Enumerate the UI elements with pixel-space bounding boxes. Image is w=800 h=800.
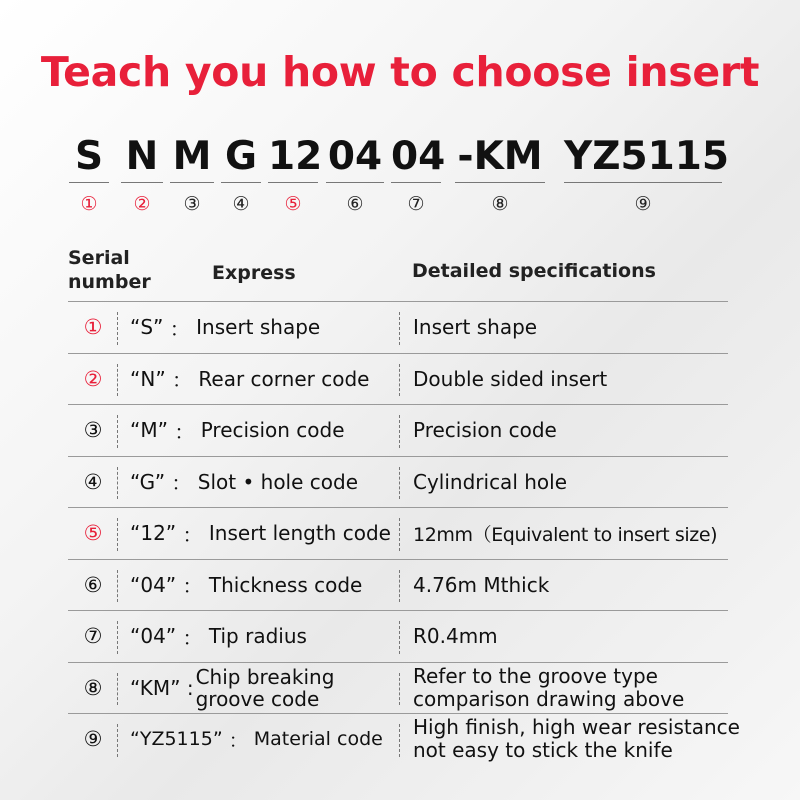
express-cell: “S” ： Insert shape [130,315,321,341]
header-express: Express [212,262,296,284]
detail-cell: R0.4mm [413,624,498,649]
code-part-tip-radius: 04 ⑦ [391,134,446,215]
code-part-precision: M ③ [170,134,214,216]
serial-number: ⑨ [83,727,103,752]
detail-cell: Cylindrical hole [413,469,568,494]
table-row [68,611,728,663]
code-part-chip-breaker: -KM ⑧ [455,134,545,216]
table-row [68,508,728,560]
header-serial-number: Serial number [68,247,151,293]
serial-number: ④ [83,469,103,494]
serial-number: ① [83,315,103,340]
serial-number: ② [83,366,103,391]
detail-cell: 4.76m Mthick [413,572,550,597]
detail-cell: High finish, high wear resistance not easy to stick the knife [413,715,740,763]
serial-number: ⑤ [83,521,103,546]
code-number: ⑧ [491,193,509,215]
code-part-material: YZ5115 ⑨ [564,134,730,215]
code-number: ④ [232,193,250,215]
table-row [68,714,740,765]
express-cell: “YZ5115” ： Material code [130,728,383,752]
spec-table [68,243,740,765]
table-row [68,405,728,457]
express-cell: “M” ： Precision code [130,418,345,444]
code-part-length: 12 ⑤ [268,134,323,215]
express-cell: “KM” : Chip breaking groove code [130,664,335,711]
code-part-thickness: 04 ⑥ [327,134,383,215]
table-row [68,663,728,715]
code-number: ① [80,193,98,215]
table-row [68,302,728,354]
express-cell: “04” ： Tip radius [130,624,307,650]
express-cell: “04” ： Thickness code [130,572,363,599]
code-number: ② [133,193,151,215]
express-cell: “N” ： Rear corner code [130,366,370,393]
serial-number: ⑦ [83,624,103,649]
detail-cell: Double sided insert [413,366,608,391]
header-detail: Detailed specifications [412,260,656,282]
table-row [68,560,728,612]
code-number: ⑥ [346,193,364,215]
table-header [68,243,728,302]
detail-cell: Insert shape [413,315,538,340]
express-cell: “12” ： Insert length code [130,521,391,547]
page-title: Teach you how to choose insert [40,48,760,96]
table-row [68,354,728,406]
insert-code-row [0,134,800,229]
code-number: ⑤ [284,193,302,215]
serial-number: ⑧ [83,675,103,700]
table-row [68,457,728,509]
code-number: ⑨ [634,193,652,215]
serial-number: ③ [83,418,103,443]
express-cell: “G” ： Slot • hole code [130,469,359,496]
code-number: ⑦ [407,193,425,215]
code-part-hole: G ④ [221,134,261,216]
code-number: ③ [183,193,201,215]
detail-cell: Refer to the groove type comparison drawing above [413,663,685,711]
serial-number: ⑥ [83,572,103,597]
code-part-rear-corner: N ② [121,134,163,216]
detail-cell: Precision code [413,418,557,443]
code-part-shape: S ① [69,134,109,216]
detail-cell: 12mm（Equivalent to insert size) [413,523,718,546]
